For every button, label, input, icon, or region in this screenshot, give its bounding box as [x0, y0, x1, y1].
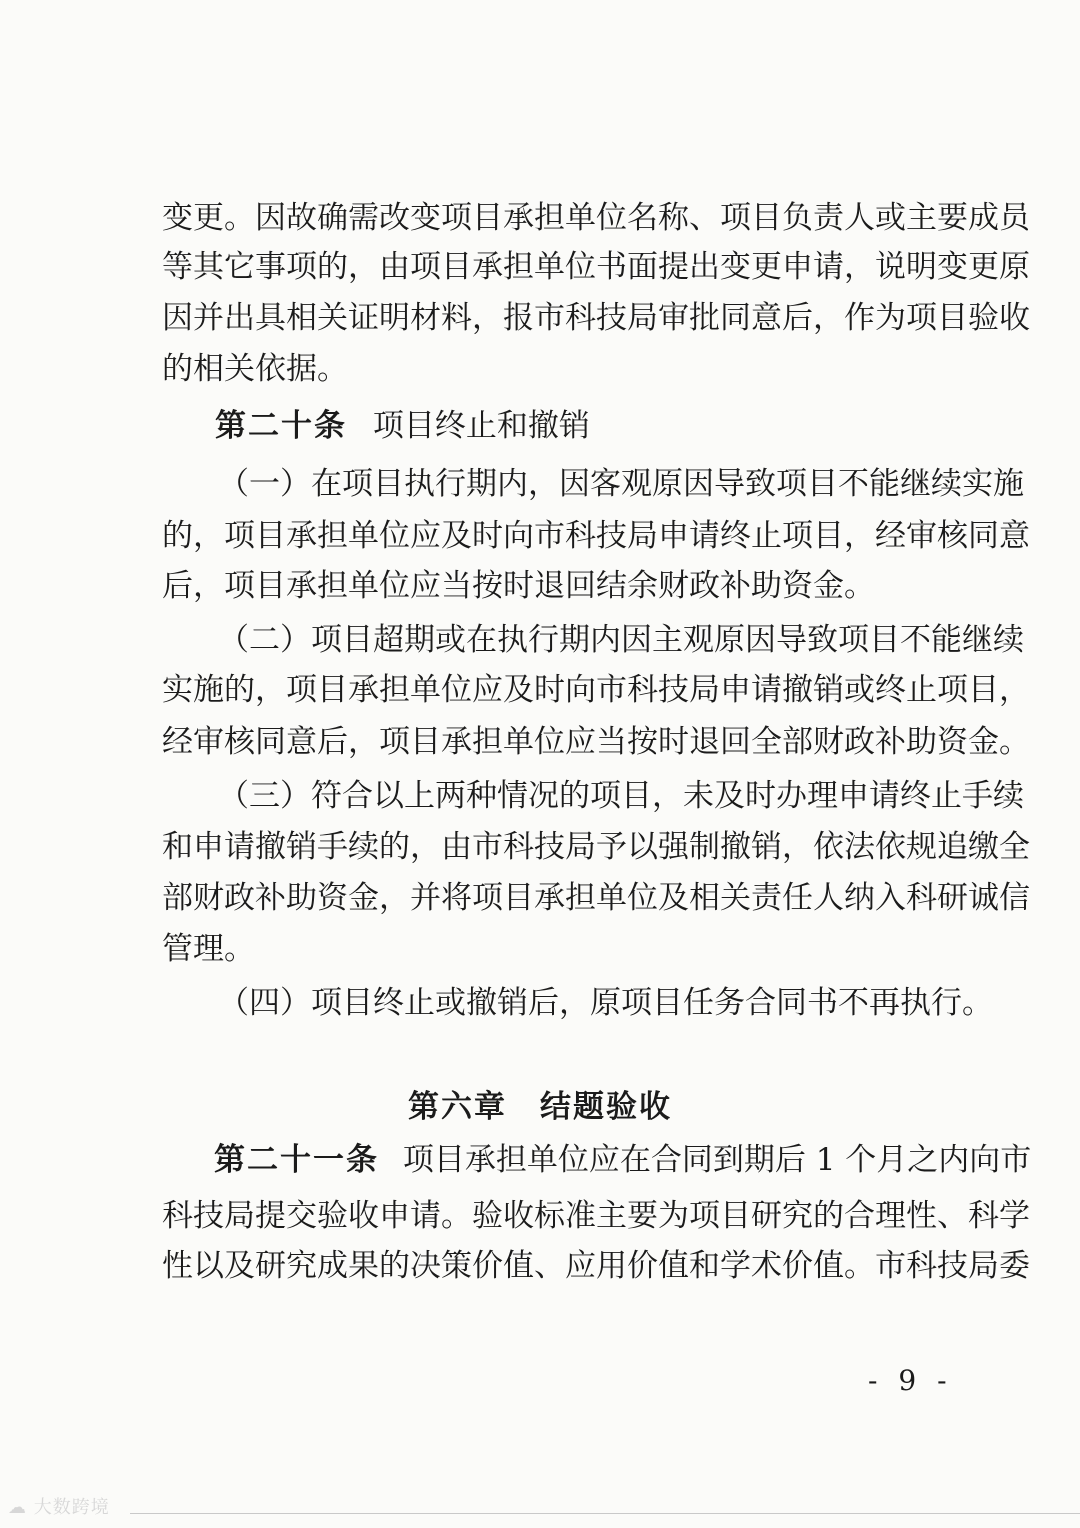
footer: [0, 1487, 1080, 1528]
intro-line-3: 因并出具相关证明材料，报市科技局审批同意后，作为项目验收: [162, 300, 1030, 336]
intro-line-1: 变更。因故确需改变项目承担单位名称、项目负责人或主要成员: [162, 200, 1030, 236]
item-3-line-2: 和申请撤销手续的，由市科技局予以强制撤销，依法依规追缴全: [162, 829, 1030, 865]
article-20-subject: 项目终止和撤销: [372, 408, 590, 444]
watermark-text: 大数跨境: [33, 1497, 110, 1518]
item-3-line-3: 部财政补助资金，并将项目承担单位及相关责任人纳入科研诚信: [162, 880, 1030, 916]
article-21-line-1: [214, 1140, 1032, 1180]
watermark-logo: [8, 1493, 110, 1519]
item-2-line-2: 实施的，项目承担单位应及时向市科技局申请撤销或终止项目，: [162, 672, 1030, 708]
item-4-line-1: （四）项目终止或撤销后，原项目任务合同书不再执行。: [218, 985, 993, 1021]
intro-line-2: 等其它事项的，由项目承担单位书面提出变更申请，说明变更原: [162, 249, 1030, 285]
article-21-line-2: 科技局提交验收申请。验收标准主要为项目研究的合理性、科学: [162, 1198, 1030, 1234]
chapter-6-heading: 第六章 结题验收: [408, 1089, 672, 1125]
page-number: - 9 -: [868, 1364, 953, 1397]
item-1-line-1: （一）在项目执行期内，因客观原因导致项目不能继续实施: [218, 466, 1024, 502]
item-3-line-1: （三）符合以上两种情况的项目，未及时办理申请终止手续: [218, 778, 1024, 814]
item-2-line-1: （二）项目超期或在执行期内因主观原因导致项目不能继续: [218, 622, 1024, 658]
item-1-line-2: 的，项目承担单位应及时向市科技局申请终止项目，经审核同意: [162, 518, 1030, 554]
item-1-line-3: 后，项目承担单位应当按时退回结余财政补助资金。: [162, 568, 875, 604]
wechat-icon: ☁: [8, 1497, 27, 1518]
article-20-heading: [215, 406, 590, 446]
item-2-line-3: 经审核同意后，项目承担单位应当按时退回全部财政补助资金。: [162, 724, 1030, 760]
article-21-title: 第二十一条: [214, 1142, 379, 1178]
intro-line-4: 的相关依据。: [162, 351, 348, 387]
item-3-line-4: 管理。: [162, 931, 255, 967]
footer-rule: [130, 1513, 1080, 1514]
article-20-title: 第二十条: [215, 408, 347, 444]
article-21-line-3: 性以及研究成果的决策价值、应用价值和学术价值。市科技局委: [162, 1248, 1030, 1284]
article-21-first-line: 项目承担单位应在合同到期后 1 个月之内向市: [402, 1142, 1032, 1178]
